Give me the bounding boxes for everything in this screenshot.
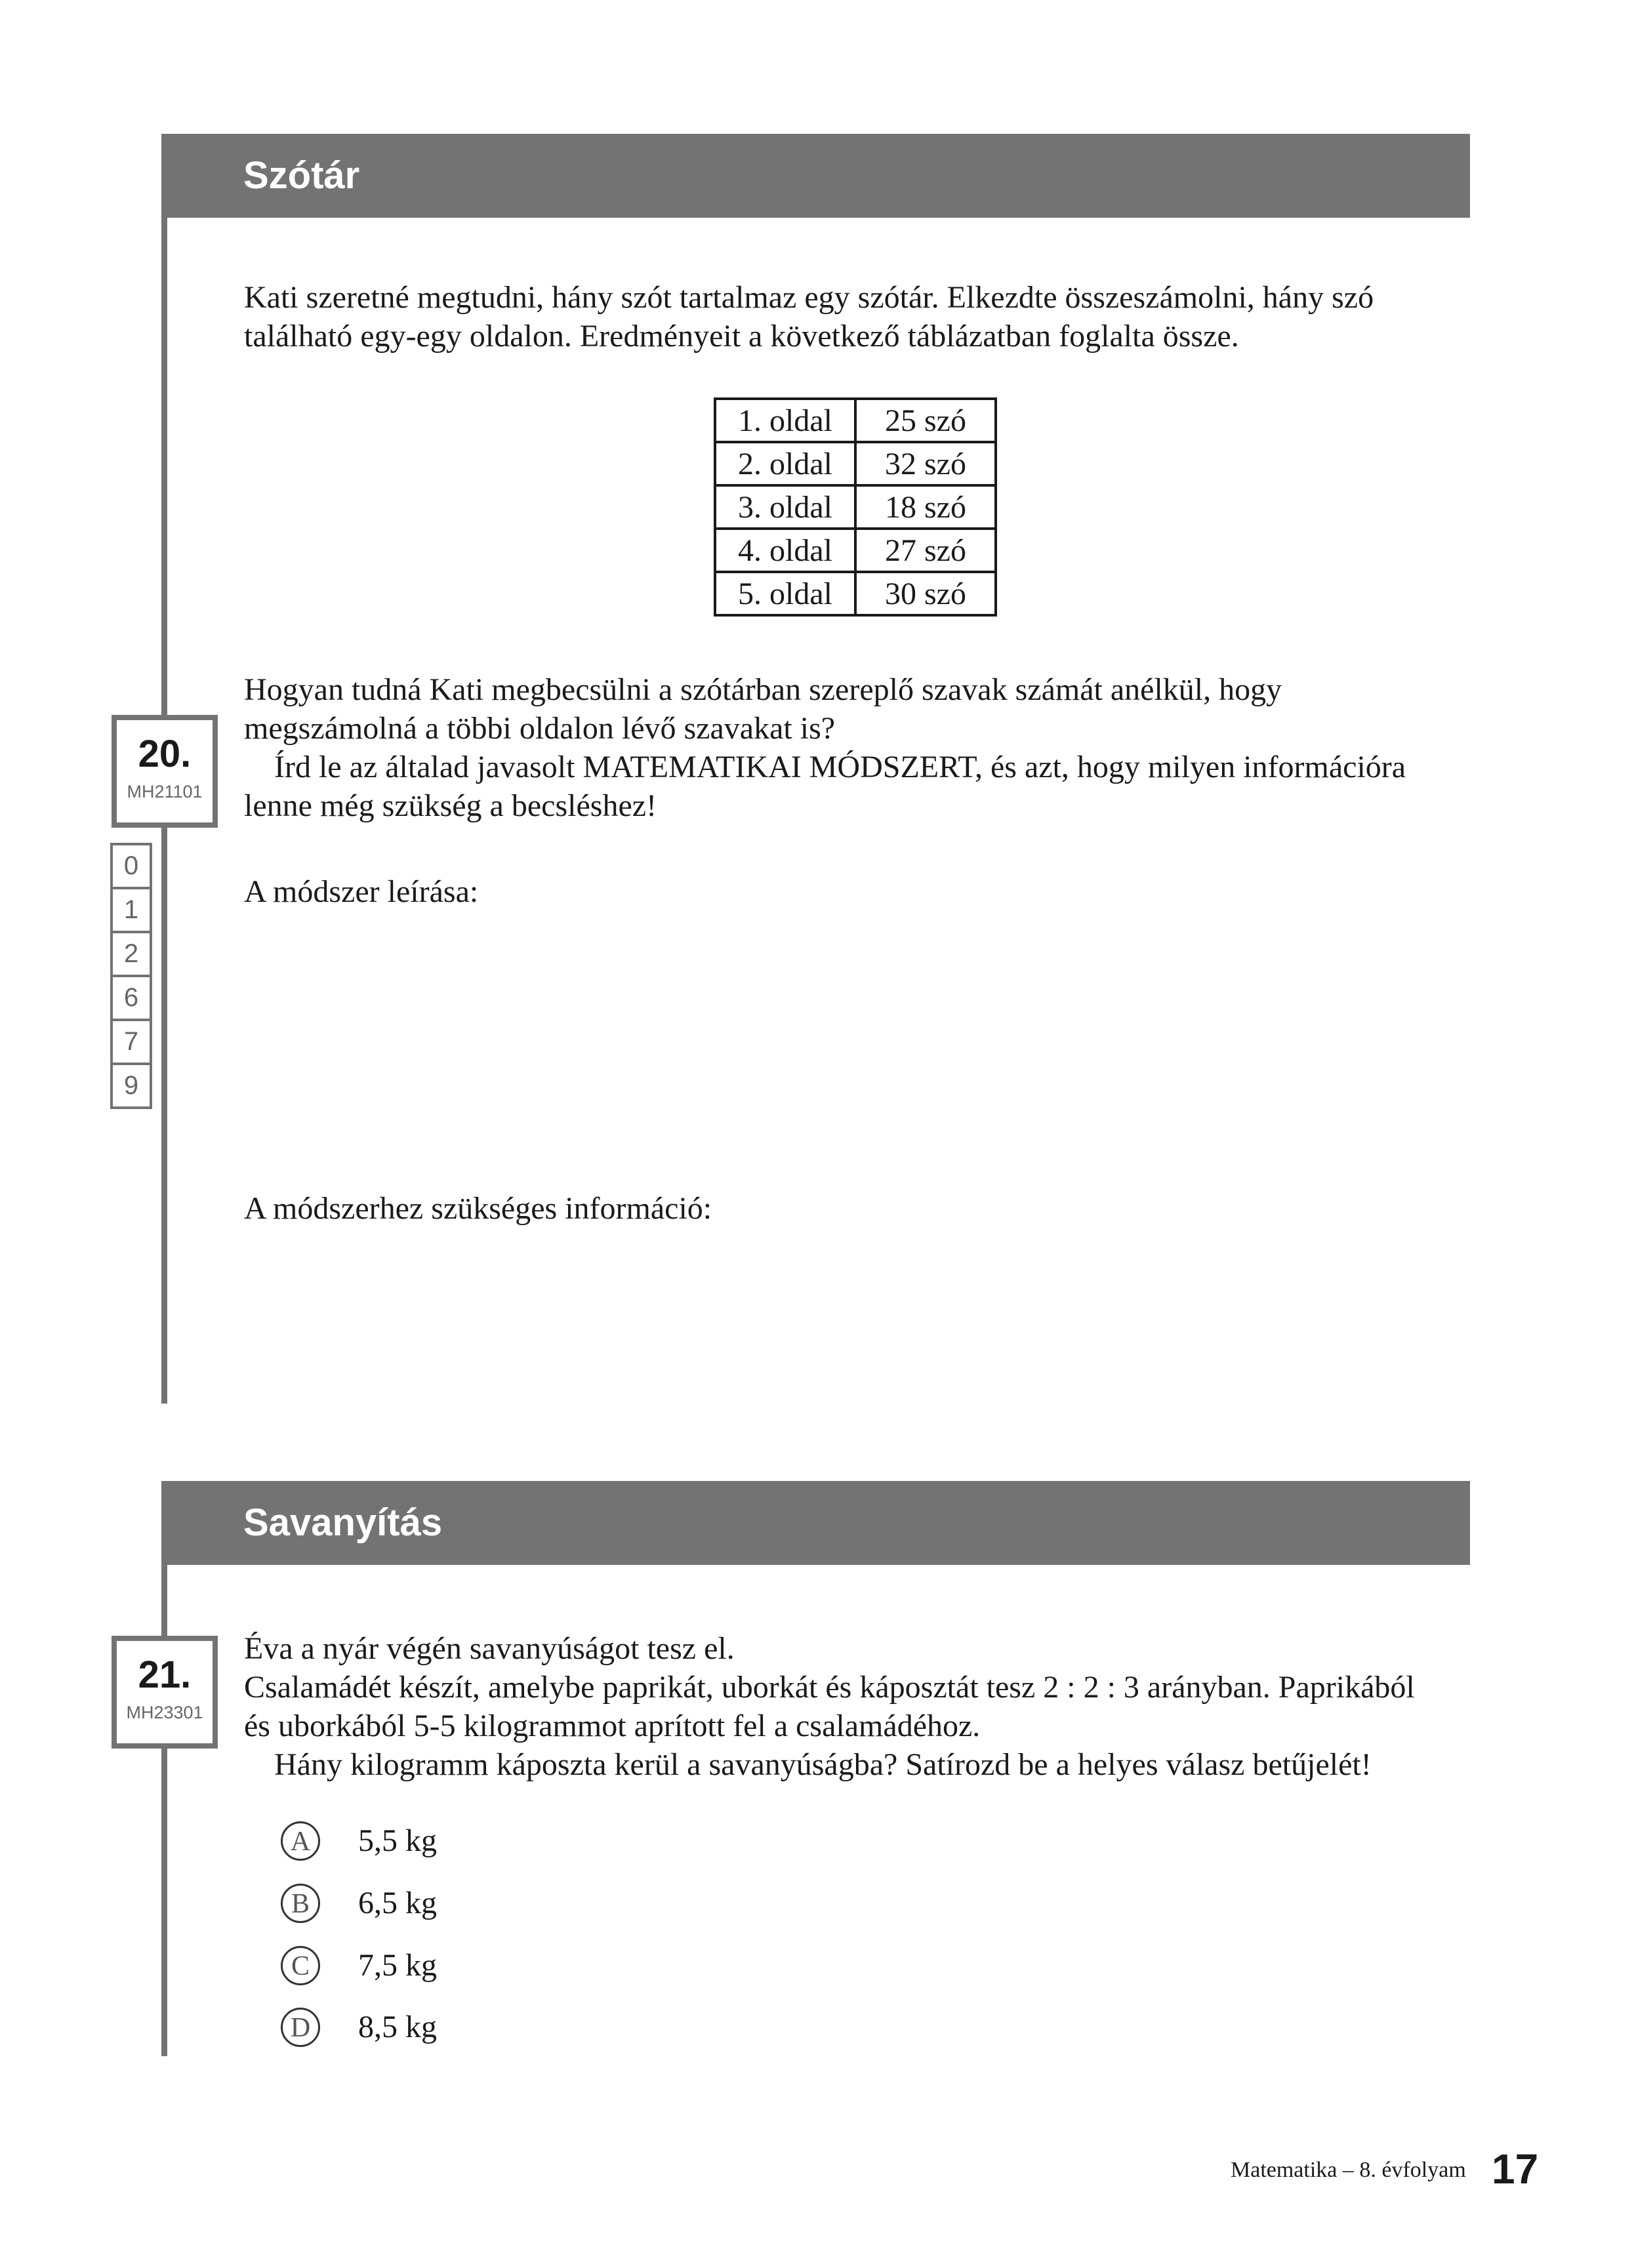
- table-row: [715, 399, 996, 442]
- option-circle[interactable]: A: [281, 1821, 320, 1861]
- score-box[interactable]: 9: [123, 1071, 139, 1100]
- option-circle[interactable]: D: [281, 2008, 320, 2047]
- footer-label: Matematika – 8. évfolyam: [1231, 2158, 1466, 2182]
- section-title: Szótár: [243, 154, 360, 197]
- question-line: Írd le az általad javasolt MATEMATIKAI MÓDSZERT, és azt, hogy milyen információra: [274, 750, 1406, 784]
- table-cell-count: 32 szó: [855, 442, 996, 485]
- table-row: [715, 529, 996, 572]
- table-row: [715, 572, 996, 615]
- table-cell-count: 30 szó: [855, 572, 996, 615]
- text-line: Hány kilogramm káposzta kerül a savanyúságba? Satírozd be a helyes válasz betűjelét!: [274, 1747, 1372, 1782]
- option-text: 5,5 kg: [358, 1823, 437, 1858]
- task-question: [244, 670, 1451, 825]
- word-count-table: [714, 397, 997, 617]
- score-boxes: [110, 843, 152, 1109]
- table-cell-page: 3. oldal: [715, 485, 855, 529]
- section-header-savanyitas: [161, 1481, 1470, 1565]
- task-number-box: [112, 715, 218, 828]
- text-line: Csalamádét készít, amelybe paprikát, uborkát és káposztát tesz 2 : 2 : 3 arányban. Paprikából: [244, 1670, 1415, 1705]
- text-line: és uborkából 5-5 kilogrammot aprított fel a csalamádéhoz.: [244, 1709, 981, 1743]
- text-line: Éva a nyár végén savanyúságot tesz el.: [244, 1631, 735, 1666]
- option-text: 6,5 kg: [358, 1886, 437, 1920]
- section-title: Savanyítás: [243, 1501, 443, 1544]
- score-box[interactable]: 6: [113, 977, 150, 1021]
- table-cell-count: 27 szó: [855, 529, 996, 572]
- task-code: MH23301: [126, 1703, 203, 1722]
- section-header-szotar: [161, 134, 1470, 218]
- option-text: 8,5 kg: [358, 2010, 437, 2044]
- table-cell-page: 4. oldal: [715, 529, 855, 572]
- option-text: 7,5 kg: [358, 1948, 437, 1983]
- task-text: [244, 1629, 1451, 1784]
- task-code: MH21101: [127, 782, 203, 801]
- table-cell-count: 18 szó: [855, 485, 996, 529]
- table-row: [715, 485, 996, 529]
- option-circle[interactable]: B: [281, 1884, 320, 1923]
- method-label: A módszer leírása:: [244, 874, 479, 909]
- info-label: A módszerhez szükséges információ:: [244, 1191, 712, 1226]
- task-number: 21.: [138, 1653, 192, 1696]
- intro-line: Kati szeretné megtudni, hány szót tartalmaz egy szótár. Elkezdte összeszámolni, hány szó: [244, 280, 1374, 315]
- score-box[interactable]: 7: [113, 1021, 150, 1065]
- score-box[interactable]: 1: [113, 889, 150, 933]
- table-cell-count: 25 szó: [855, 399, 996, 442]
- task-number: 20.: [138, 733, 192, 775]
- task-number-box: [112, 1636, 218, 1749]
- table-cell-page: 2. oldal: [715, 442, 855, 485]
- task-intro: [244, 278, 1451, 355]
- question-line: lenne még szükség a becsléshez!: [244, 788, 657, 823]
- table-cell-page: 1. oldal: [715, 399, 855, 442]
- score-box[interactable]: 0: [113, 845, 150, 889]
- intro-line: található egy-egy oldalon. Eredményeit a következő táblázatban foglalta össze.: [244, 319, 1239, 354]
- score-box[interactable]: 2: [113, 933, 150, 977]
- table-cell-page: 5. oldal: [715, 572, 855, 615]
- page-number: 17: [1492, 2145, 1539, 2193]
- option-circle[interactable]: C: [281, 1946, 320, 1985]
- question-line: Hogyan tudná Kati megbecsülni a szótárban szereplő szavak számát anélkül, hogy: [244, 672, 1282, 707]
- question-line: megszámolná a többi oldalon lévő szavakat is?: [244, 711, 836, 746]
- table-row: [715, 442, 996, 485]
